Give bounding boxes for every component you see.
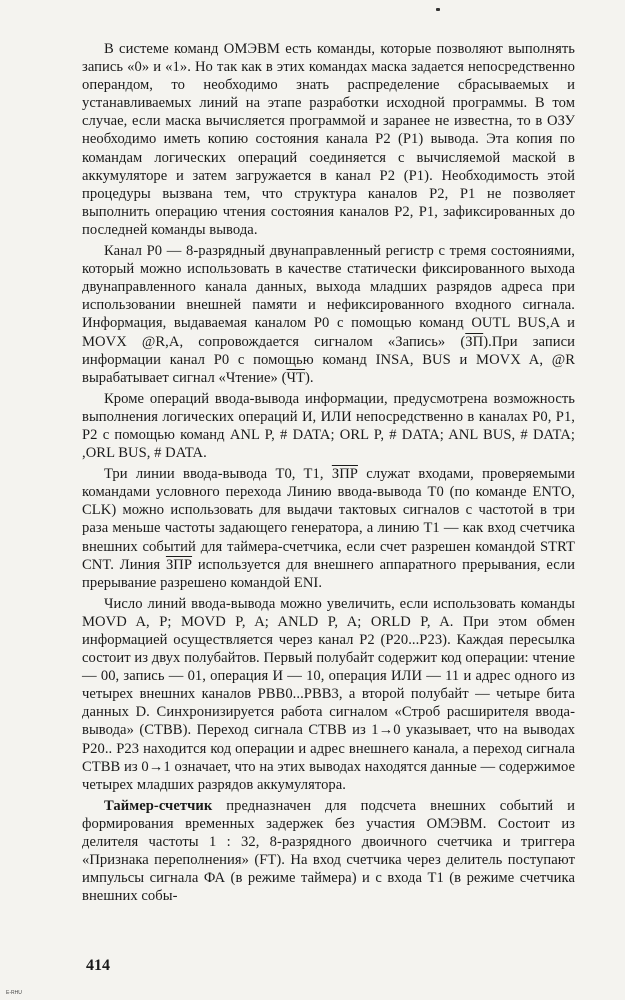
paragraph-3: Кроме операций ввода-вывода информации, предусмотрена возможность выполнения логических операций И, ИЛИ непосредственно в каналах P0, P1, P2 с помощью команд ANL P, # DATA; ORL P, # DATA; ANL BUS, # DATA; ,ORL BUS, # DATA. (82, 390, 575, 462)
signal-write-overlined: ЗП (465, 333, 484, 350)
paragraph-4-part-2: служат входами, проверяемыми командами условного перехода Линию ввода-вывода T0 (по команде ENTO, CLK) можно использовать для выдачи тактовых сигналов с частотой в три раза меньше частоты задающего генератора, а линию T1 — как вход счетчика внешних событий для таймера-счетчика, если счет разрешен командой STRT CNT. Линия (82, 466, 575, 573)
paragraph-2 (82, 242, 575, 387)
paragraph-5: Число линий ввода-вывода можно увеличить, если использовать команды MOVD A, P; MOVD P, A; ANLD P, A; ORLD P, A. При этом обмен информацией осуществляется через канал P2 (P20...P23). Каждая пересылка состоит из двух полубайтов. Первый полубайт содержит код операции: чтение — 00, запись — 01, операция И — 10, операция ИЛИ — 11 и адрес одного из четырех внешних каналов PBB0...PBB3, а второй полубайт — четыре бита данных D. Синхронизируется работа сигналом «Строб расширителя ввода-вывода» (СТВВ). Переход сигнала СТВВ из 1→0 указывает, что на выводах P20.. P23 находится код операции и адрес внешнего канала, а переход сигнала СТВВ из 0→1 означает, что на этих выводах находятся данные — содержимое четырех младших разрядов аккумулятора. (82, 595, 575, 793)
paragraph-2-part-1: Канал P0 — 8-разрядный двунаправленный регистр с тремя состояниями, который можно использовать в качестве статически фиксированного выхода двунаправленного канала данных, выхода младших разрядов адреса при использовании внешней памяти и нефиксированного входного сигнала. Информация, выдаваемая каналом P0 с помощью команд OUTL BUS,A и MOVX @R,A, сопровождается сигналом «Запись» ( (82, 243, 575, 350)
paragraph-4-part-3: используется для внешнего аппаратного прерывания, если прерывание разрешено командой ENI. (82, 556, 575, 591)
paragraph-6-text: предназначен для подсчета внешних событий и формирования временных задержек без участия ОМЭВМ. Состоит из делителя частоты 1 : 32, 8-разрядного двоичного счетчика и триггера «Признака переполнения» (FT). На вход счетчика через делитель поступают импульсы сигнала ФА (в режиме таймера) и с входа T1 (в режиме счетчика внешних собы- (82, 797, 575, 905)
top-ink-mark (436, 8, 440, 11)
timer-counter-heading: Таймер-счетчик (104, 797, 213, 814)
paragraph-2-part-3: ). (305, 369, 314, 386)
signal-interrupt-overlined: ЗПР (331, 466, 358, 483)
signal-interrupt-overlined-2: ЗПР (165, 556, 193, 573)
corner-mark: E-RHU (6, 990, 22, 996)
paragraph-1: В системе команд ОМЭВМ есть команды, которые позволяют выполнять запись «0» и «1». Но так как в этих командах маска задается непосредственно операндом, то необходимо знать распределение сбрасываемых и устанавливаемых линий на этапе разработки исходной программы. В том случае, если маска вычисляется программой и заранее не известна, то в ОЗУ необходимо иметь копию состояния канала P2 (P1) вывода. Эта копия по командам логических операций соединяется с вычисляемой маской в аккумуляторе и затем загружается в канал P2 (P1). Необходимость этой процедуры вызвана тем, что структура каналов P2, P1 не позволяет выполнить операцию чтения состояния каналов P2, P1, зафиксированных до последней команды вывода. (82, 41, 575, 238)
paragraph-6 (82, 797, 575, 906)
paragraph-4-part-1: Три линии ввода-вывода T0, T1, (104, 466, 332, 483)
paragraph-2-part-2: ).При записи информации канал P0 с помощью команд INSA, BUS и MOVX A, @R вырабатывает сигнал «Чтение» ( (82, 333, 575, 386)
signal-read-overlined: ЧТ (286, 369, 306, 386)
paragraph-4 (82, 465, 575, 592)
body-text (82, 40, 575, 905)
page-number: 414 (86, 957, 110, 974)
